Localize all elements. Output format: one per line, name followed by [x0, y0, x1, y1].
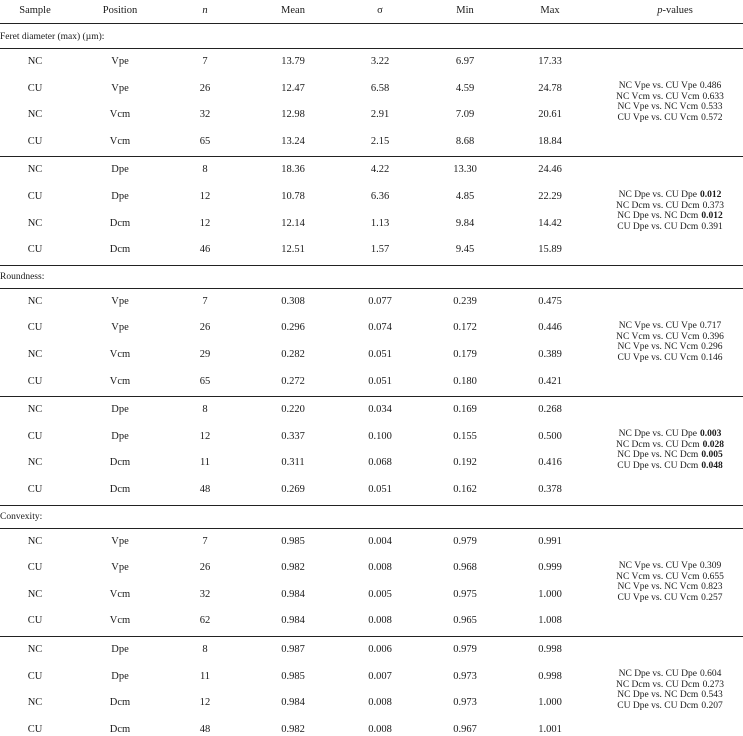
p-value-number: 0.486: [699, 81, 722, 91]
p-value-label: NC Dpe vs. CU Dpe: [618, 190, 697, 200]
table-cell: 0.975: [453, 589, 477, 600]
table-cell: Vcm: [109, 136, 131, 147]
table-cell: 0.006: [368, 644, 392, 655]
table-cell: NC: [27, 349, 43, 360]
table-cell: 0.269: [281, 484, 305, 495]
table-cell: Vpe: [111, 83, 129, 94]
header-position: Position: [102, 5, 138, 16]
p-value-number: 0.273: [702, 679, 725, 690]
table-cell: NC: [27, 644, 43, 655]
p-value-label: CU Vpe vs. CU Vcm: [617, 112, 699, 123]
p-value-line: [608, 690, 732, 701]
table-cell: 0.982: [281, 562, 305, 573]
table-cell: 0.100: [368, 431, 392, 442]
table-cell: NC: [27, 589, 43, 600]
p-value-label: NC Dpe vs. CU Dpe: [618, 429, 697, 439]
table-cell: 6.58: [370, 83, 390, 94]
group-rule: [0, 505, 743, 506]
header-mean: Mean: [281, 5, 305, 16]
p-value-line: [608, 201, 732, 212]
table-cell: 6.97: [455, 56, 475, 67]
table-cell: 26: [199, 322, 211, 333]
table-cell: Vcm: [109, 109, 131, 120]
p-value-line: [608, 102, 732, 113]
table-cell: 0.984: [281, 589, 305, 600]
table-cell: 13.24: [281, 136, 305, 147]
header-max: Max: [540, 5, 560, 16]
p-value-label: NC Dcm vs. CU Dcm: [615, 439, 700, 450]
p-value-number: 0.207: [701, 700, 723, 711]
table-cell: Dpe: [111, 644, 129, 655]
section-rule: [0, 48, 743, 49]
table-cell: 0.378: [538, 484, 562, 495]
table-cell: CU: [27, 724, 43, 735]
table-cell: 0.004: [368, 536, 392, 547]
table-cell: Dpe: [111, 671, 129, 682]
table-cell: 0.007: [368, 671, 392, 682]
table-cell: 4.22: [370, 164, 390, 175]
table-cell: 0.268: [538, 404, 562, 415]
table-cell: 32: [199, 109, 211, 120]
p-value-number: 0.003: [700, 429, 722, 439]
table-cell: 0.180: [453, 376, 477, 387]
table-cell: Dcm: [109, 697, 131, 708]
table-cell: 0.051: [368, 376, 392, 387]
group-rule: [0, 636, 743, 637]
p-value-line: [608, 113, 732, 124]
p-value-label: NC Dpe vs. CU Dpe: [618, 669, 697, 679]
table-cell: 9.45: [455, 244, 475, 255]
p-value-label: CU Dpe vs. CU Dcm: [617, 460, 699, 471]
table-cell: 15.89: [538, 244, 562, 255]
table-cell: 0.162: [453, 484, 477, 495]
table-cell: 1.008: [538, 615, 562, 626]
table-cell: NC: [27, 56, 43, 67]
section-label: Feret diameter (max) (µm):: [0, 32, 105, 42]
p-value-line: [608, 321, 732, 332]
table-cell: 0.220: [281, 404, 305, 415]
p-value-label: NC Vpe vs. NC Vcm: [617, 582, 699, 592]
table-cell: 0.172: [453, 322, 477, 333]
table-cell: Dpe: [111, 164, 129, 175]
p-value-number: 0.012: [701, 211, 723, 221]
table-cell: 12.14: [281, 218, 305, 229]
p-value-line: [608, 342, 732, 353]
table-cell: 24.46: [538, 164, 562, 175]
p-values-block: [608, 669, 732, 711]
table-cell: 0.179: [453, 349, 477, 360]
table-cell: Dpe: [111, 404, 129, 415]
p-value-label: NC Dpe vs. NC Dcm: [617, 211, 699, 221]
p-value-number: 0.604: [700, 669, 722, 679]
table-cell: 10.78: [281, 191, 305, 202]
table-cell: CU: [27, 191, 43, 202]
table-cell: Vpe: [111, 562, 129, 573]
table-cell: 0.968: [453, 562, 477, 573]
table-cell: 0.973: [453, 697, 477, 708]
table-cell: 0.389: [538, 349, 562, 360]
table-cell: NC: [27, 218, 43, 229]
group-rule: [0, 265, 743, 266]
table-cell: 0.965: [453, 615, 477, 626]
table-cell: 0.005: [368, 589, 392, 600]
table-cell: Dcm: [109, 457, 131, 468]
table-cell: 0.169: [453, 404, 477, 415]
table-cell: 18.36: [281, 164, 305, 175]
table-cell: 8: [202, 404, 208, 415]
table-cell: CU: [27, 136, 43, 147]
p-value-number: 0.543: [701, 690, 723, 700]
table-cell: 7: [202, 536, 208, 547]
table-cell: 0.272: [281, 376, 305, 387]
header-sample: Sample: [19, 5, 51, 16]
p-values-block: [608, 81, 732, 123]
table-cell: 0.998: [538, 644, 562, 655]
table-cell: 7.09: [455, 109, 475, 120]
table-cell: Vcm: [109, 376, 131, 387]
table-cell: Dcm: [109, 218, 131, 229]
table-cell: 0.008: [368, 697, 392, 708]
table-cell: 0.337: [281, 431, 305, 442]
table-cell: 0.308: [281, 296, 305, 307]
header-p-values: [625, 4, 725, 17]
table-cell: 0.282: [281, 349, 305, 360]
p-value-label: NC Vpe vs. CU Vpe: [618, 321, 697, 331]
table-cell: 0.982: [281, 724, 305, 735]
p-value-label: NC Vpe vs. CU Vpe: [618, 81, 697, 91]
table-cell: 1.001: [538, 724, 562, 735]
table-cell: 1.13: [370, 218, 390, 229]
p-value-line: [608, 92, 732, 103]
header-n: n: [202, 5, 208, 16]
table-cell: 0.967: [453, 724, 477, 735]
p-value-line: [608, 572, 732, 583]
p-value-number: 0.373: [702, 200, 725, 211]
table-cell: Dpe: [111, 431, 129, 442]
table-cell: 0.979: [453, 536, 477, 547]
p-value-label: NC Vcm vs. CU Vcm: [616, 571, 700, 582]
table-cell: Vcm: [109, 615, 131, 626]
table-cell: 0.421: [538, 376, 562, 387]
p-value-label: NC Vpe vs. NC Vcm: [617, 342, 699, 352]
table-cell: CU: [27, 376, 43, 387]
table-cell: 12: [199, 191, 211, 202]
p-value-number: 0.048: [701, 460, 723, 471]
p-value-line: [608, 561, 732, 572]
table-cell: 65: [199, 376, 211, 387]
table-cell: CU: [27, 83, 43, 94]
table-cell: 1.57: [370, 244, 390, 255]
p-value-line: [608, 593, 732, 604]
p-values-block: [608, 561, 732, 603]
p-value-label: CU Dpe vs. CU Dcm: [617, 700, 699, 711]
p-value-line: [608, 680, 732, 691]
table-cell: 0.296: [281, 322, 305, 333]
p-value-line: [608, 190, 732, 201]
table-cell: 17.33: [538, 56, 562, 67]
table-cell: 0.999: [538, 562, 562, 573]
table-cell: 0.008: [368, 562, 392, 573]
table-cell: 0.475: [538, 296, 562, 307]
table-cell: 0.155: [453, 431, 477, 442]
table-cell: 13.79: [281, 56, 305, 67]
table-cell: NC: [27, 457, 43, 468]
p-value-line: [608, 450, 732, 461]
table-cell: Vpe: [111, 322, 129, 333]
table-cell: 0.034: [368, 404, 392, 415]
header-p-values-text: [657, 5, 693, 16]
table-cell: Dcm: [109, 244, 131, 255]
p-value-label: NC Vpe vs. CU Vpe: [618, 561, 697, 571]
table-cell: Vpe: [111, 296, 129, 307]
p-value-label: NC Dcm vs. CU Dcm: [615, 679, 700, 690]
group-rule: [0, 156, 743, 157]
table-cell: 32: [199, 589, 211, 600]
header-sigma: σ: [377, 5, 383, 16]
table-cell: 1.000: [538, 589, 562, 600]
p-value-number: 0.012: [700, 190, 722, 200]
table-cell: 18.84: [538, 136, 562, 147]
table-cell: 0.446: [538, 322, 562, 333]
table-cell: NC: [27, 697, 43, 708]
table-cell: CU: [27, 484, 43, 495]
table-cell: 0.239: [453, 296, 477, 307]
p-values-block: [608, 321, 732, 363]
table-cell: 9.84: [455, 218, 475, 229]
table-cell: 7: [202, 296, 208, 307]
p-value-line: [608, 222, 732, 233]
table-cell: 12: [199, 431, 211, 442]
table-cell: CU: [27, 671, 43, 682]
table-cell: Vpe: [111, 56, 129, 67]
table-cell: 8: [202, 164, 208, 175]
table-cell: 0.051: [368, 349, 392, 360]
table-cell: NC: [27, 404, 43, 415]
p-value-line: [608, 353, 732, 364]
table-cell: 12.98: [281, 109, 305, 120]
table-cell: 12.47: [281, 83, 305, 94]
p-letter: p: [657, 5, 663, 16]
p-value-label: NC Vpe vs. NC Vcm: [617, 102, 699, 112]
p-value-line: [608, 429, 732, 440]
table-cell: 0.074: [368, 322, 392, 333]
p-value-number: 0.391: [701, 221, 723, 232]
table-cell: 7: [202, 56, 208, 67]
table-cell: CU: [27, 562, 43, 573]
p-value-label: CU Vpe vs. CU Vcm: [617, 352, 699, 363]
table-cell: 22.29: [538, 191, 562, 202]
table-cell: 0.985: [281, 671, 305, 682]
table-cell: 13.30: [453, 164, 477, 175]
table-cell: 29: [199, 349, 211, 360]
table-cell: CU: [27, 244, 43, 255]
p-value-number: 0.572: [701, 112, 723, 123]
p-value-number: 0.028: [702, 439, 725, 450]
table-cell: 4.85: [455, 191, 475, 202]
p-value-number: 0.146: [701, 352, 723, 363]
table-cell: 0.973: [453, 671, 477, 682]
table-cell: 48: [199, 484, 211, 495]
table-cell: 46: [199, 244, 211, 255]
header-rule: [0, 23, 743, 24]
table-cell: 8.68: [455, 136, 475, 147]
table-cell: NC: [27, 296, 43, 307]
p-value-line: [608, 332, 732, 343]
table-cell: 24.78: [538, 83, 562, 94]
table-cell: 3.22: [370, 56, 390, 67]
table-cell: NC: [27, 164, 43, 175]
p-value-number: 0.005: [701, 450, 723, 460]
table-cell: 65: [199, 136, 211, 147]
table-cell: 0.979: [453, 644, 477, 655]
p-value-number: 0.396: [702, 331, 724, 342]
p-value-line: [608, 440, 732, 451]
table-cell: 0.008: [368, 724, 392, 735]
table-cell: 0.077: [368, 296, 392, 307]
table-cell: Dcm: [109, 724, 131, 735]
p-value-label: NC Dpe vs. NC Dcm: [617, 450, 699, 460]
table-cell: 0.984: [281, 697, 305, 708]
table-cell: 2.91: [370, 109, 390, 120]
p-value-number: 0.533: [701, 102, 723, 112]
p-values-suffix: -values: [662, 5, 693, 16]
table-cell: CU: [27, 431, 43, 442]
table-cell: 0.051: [368, 484, 392, 495]
table-cell: 0.998: [538, 671, 562, 682]
p-value-line: [608, 669, 732, 680]
table-cell: 26: [199, 562, 211, 573]
table-cell: CU: [27, 322, 43, 333]
header-min: Min: [456, 5, 474, 16]
table-cell: 48: [199, 724, 211, 735]
p-value-label: NC Dpe vs. NC Dcm: [617, 690, 699, 700]
p-value-line: [608, 701, 732, 712]
table-cell: 2.15: [370, 136, 390, 147]
table-cell: 0.192: [453, 457, 477, 468]
table-cell: CU: [27, 615, 43, 626]
table-cell: Vcm: [109, 589, 131, 600]
section-label: Convexity:: [0, 511, 43, 522]
p-value-number: 0.823: [701, 582, 723, 592]
p-value-number: 0.257: [701, 592, 723, 603]
table-cell: 8: [202, 644, 208, 655]
table-cell: 12: [199, 218, 211, 229]
p-value-number: 0.655: [702, 571, 724, 582]
table-cell: 11: [199, 671, 211, 682]
table-cell: 0.984: [281, 615, 305, 626]
table-cell: 0.500: [538, 431, 562, 442]
table-cell: 0.416: [538, 457, 562, 468]
table-cell: Vcm: [109, 349, 131, 360]
table-cell: 0.985: [281, 536, 305, 547]
table-cell: 6.36: [370, 191, 390, 202]
p-value-line: [608, 461, 732, 472]
p-value-number: 0.633: [702, 91, 724, 102]
table-cell: 0.311: [281, 457, 305, 468]
table-cell: 62: [199, 615, 211, 626]
table-cell: Vpe: [111, 536, 129, 547]
p-value-number: 0.309: [699, 561, 722, 571]
section-label: Roundness:: [0, 271, 45, 282]
p-value-number: 0.296: [701, 342, 723, 352]
table-cell: 0.068: [368, 457, 392, 468]
section-rule: [0, 528, 743, 529]
p-value-label: NC Vcm vs. CU Vcm: [616, 331, 700, 342]
table-cell: 11: [199, 457, 211, 468]
section-rule: [0, 288, 743, 289]
table-cell: 26: [199, 83, 211, 94]
table-cell: 0.008: [368, 615, 392, 626]
p-values-block: [608, 190, 732, 232]
group-rule: [0, 396, 743, 397]
table-cell: NC: [27, 536, 43, 547]
table-cell: 20.61: [538, 109, 562, 120]
p-value-number: 0.717: [699, 321, 722, 331]
table-cell: 1.000: [538, 697, 562, 708]
table-cell: 0.991: [538, 536, 562, 547]
table-cell: 14.42: [538, 218, 562, 229]
table-cell: 12: [199, 697, 211, 708]
table-cell: Dpe: [111, 191, 129, 202]
table-cell: 4.59: [455, 83, 475, 94]
p-value-label: NC Dcm vs. CU Dcm: [615, 200, 700, 211]
p-value-label: CU Vpe vs. CU Vcm: [617, 592, 699, 603]
table-cell: NC: [27, 109, 43, 120]
p-value-line: [608, 582, 732, 593]
p-value-label: CU Dpe vs. CU Dcm: [617, 221, 699, 232]
p-values-block: [608, 429, 732, 471]
p-value-line: [608, 81, 732, 92]
table-cell: 12.51: [281, 244, 305, 255]
p-value-label: NC Vcm vs. CU Vcm: [616, 91, 700, 102]
table-cell: 0.987: [281, 644, 305, 655]
table-cell: Dcm: [109, 484, 131, 495]
p-value-line: [608, 211, 732, 222]
